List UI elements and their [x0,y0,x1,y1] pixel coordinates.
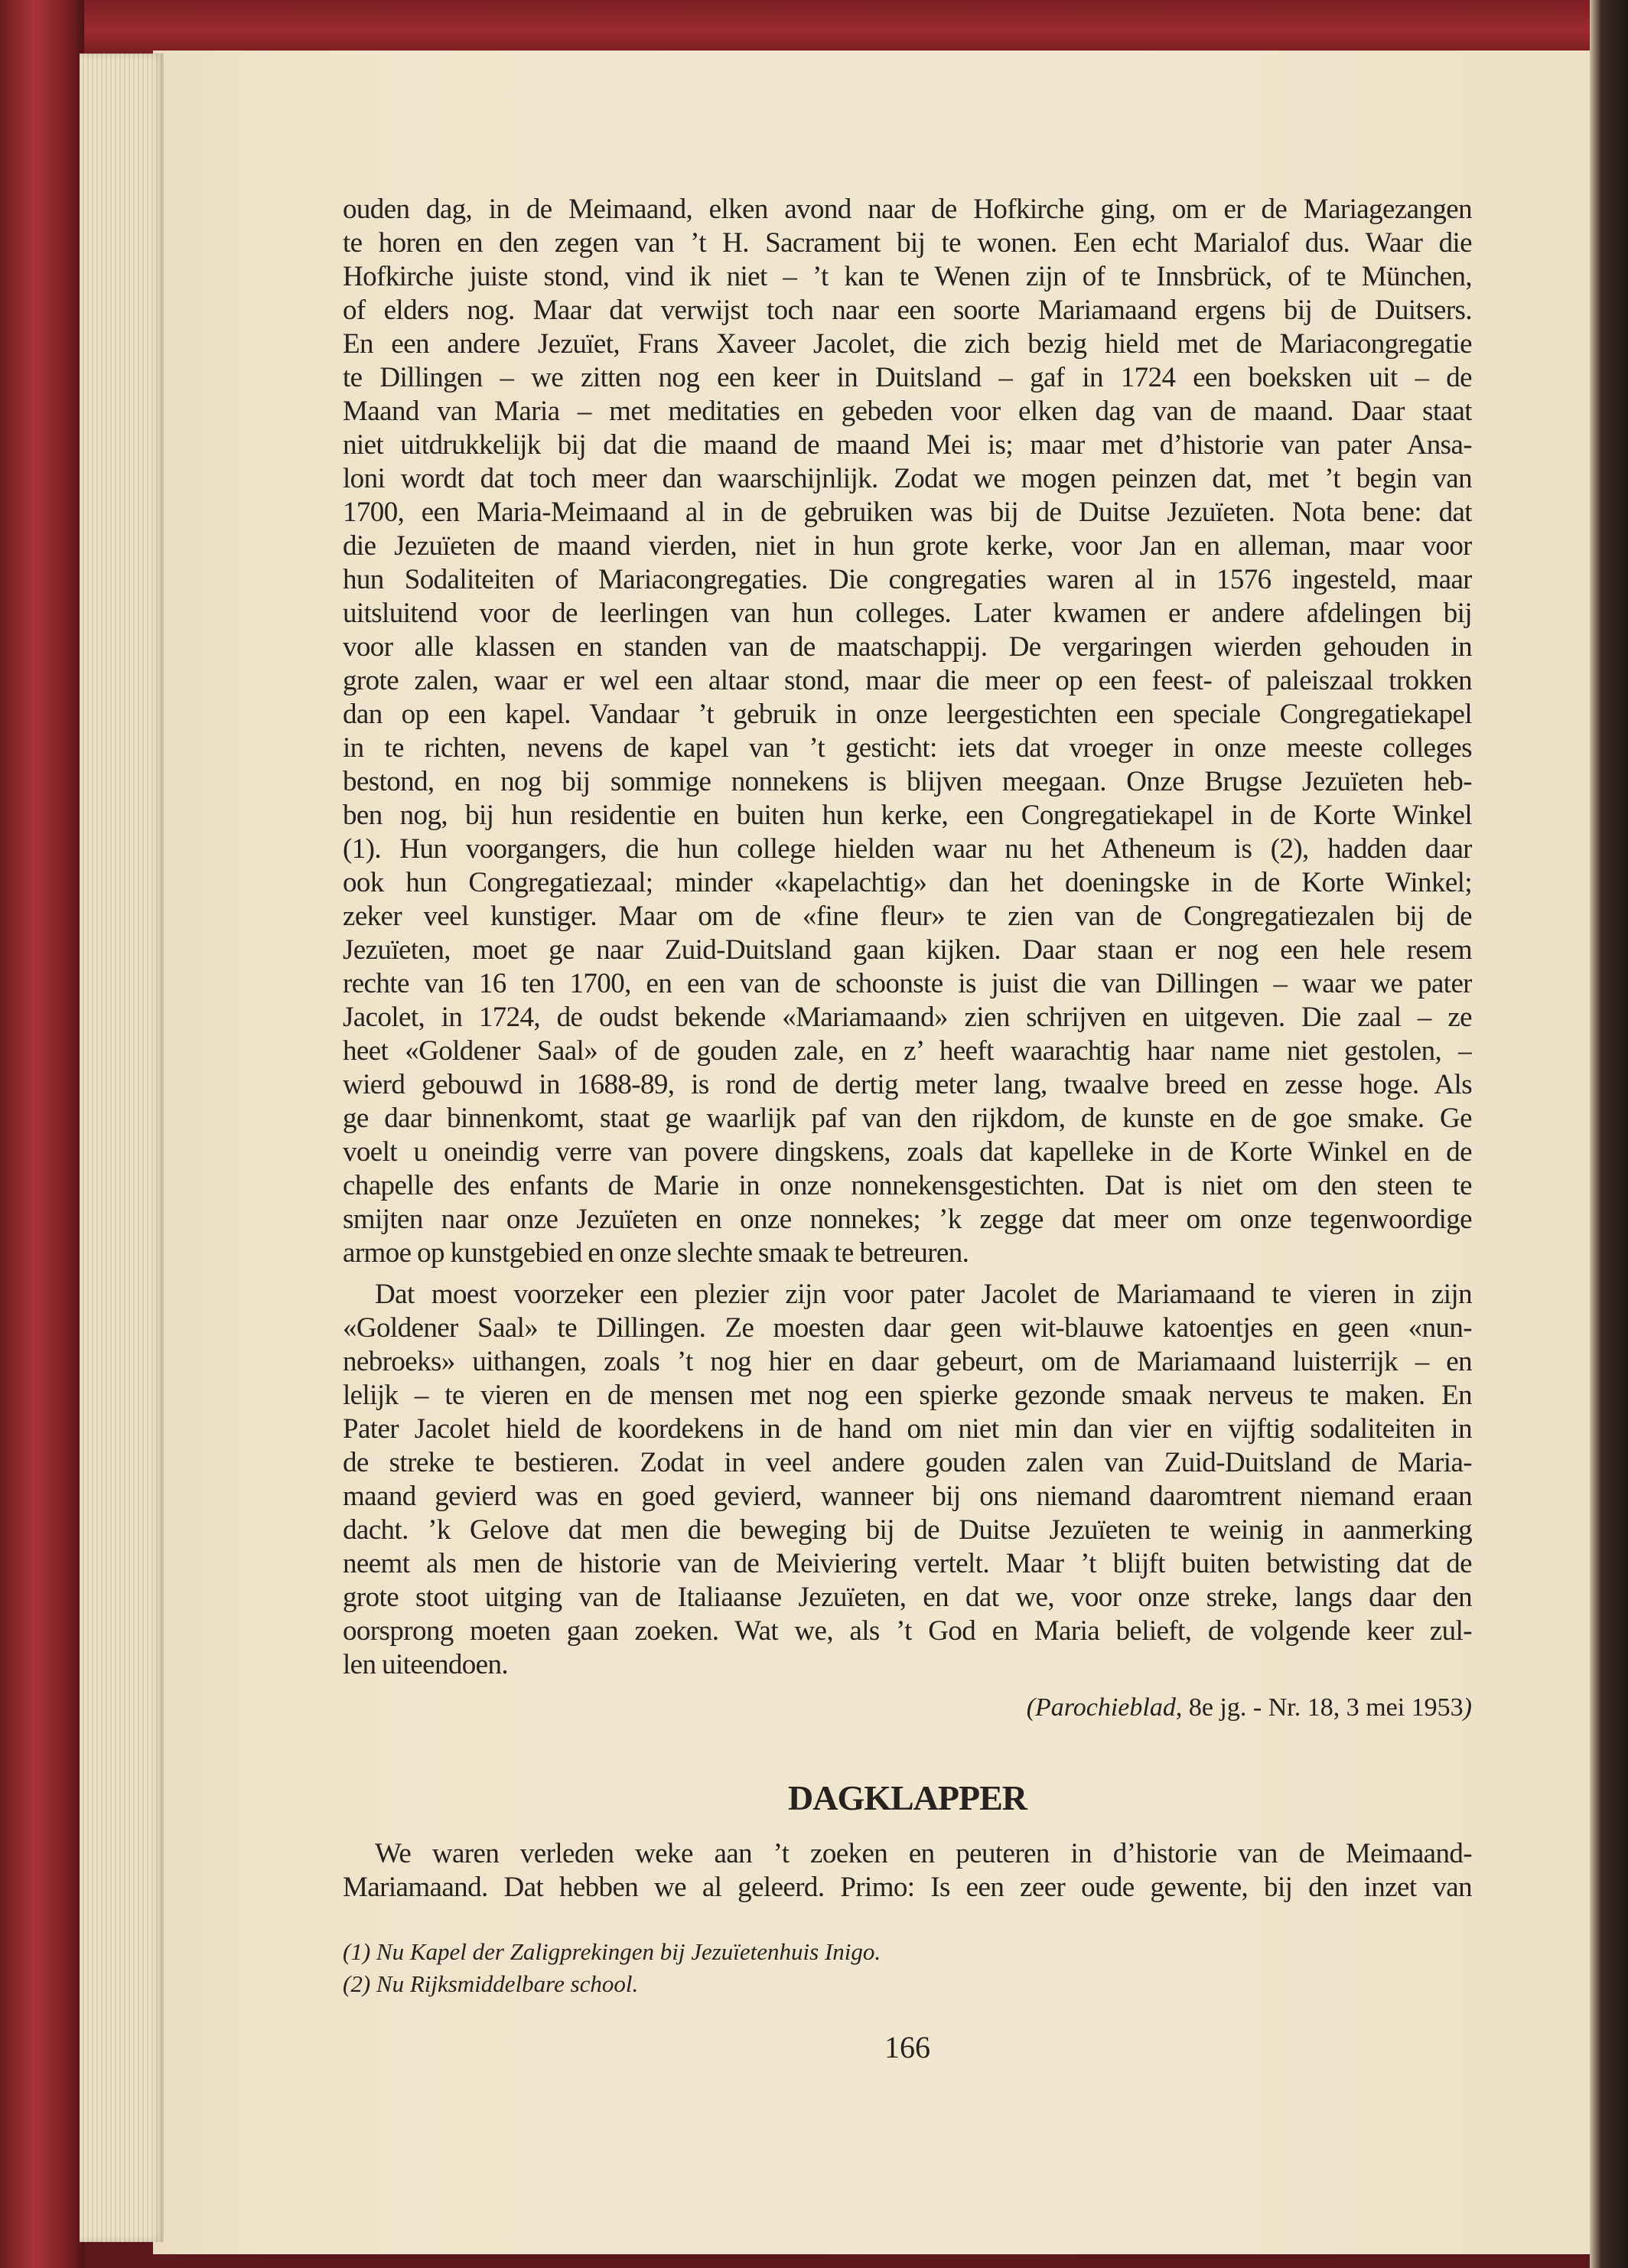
text-line: bestond, en nog bij sommige nonnekens is blijven meegaan. Onze Brugse Jezuïeten heb- [343,766,1472,797]
citation-source: Parochieblad [1035,1693,1176,1722]
text-line: oorsprong moeten gaan zoeken. Wat we, als ’t God en Maria belieft, de volgende keer zul- [343,1615,1472,1647]
text-line: En een andere Jezuïet, Frans Xaveer Jacolet, die zich bezig hield met de Mariacongregatie [343,328,1472,360]
text-line: niet uitdrukkelijk bij dat die maand de maand Mei is; maar met d’historie van pater Ansa- [343,429,1472,461]
text-line: ge daar binnenkomt, staat ge waarlijk paf van den rijkdom, de kunste en de goe smake. Ge [343,1103,1472,1134]
text-line: de streke te bestieren. Zodat in veel andere gouden zalen van Zuid-Duitsland de Maria- [343,1447,1472,1478]
text-line: Jacolet, in 1724, de oudst bekende «Mariamaand» zien schrijven en uitgeven. Die zaal – ze [343,1002,1472,1033]
text-line: Pater Jacolet hield de koordekens in de hand om niet min dan vier en vijftig sodaliteiten in [343,1413,1472,1445]
text-line: Hofkirche juiste stond, vind ik niet – ’t kan te Wenen zijn of te Innsbrück, of te München, [343,261,1472,292]
text-line: dan op een kapel. Vandaar ’t gebruik in onze leergestichten een speciale Congregatiekapel [343,699,1472,730]
citation-details: , 8e jg. - Nr. 18, 3 mei 1953 [1175,1693,1464,1722]
text-line: wierd gebouwd in 1688-89, is rond de dertig meter lang, twaalve breed en zesse hoge. Als [343,1069,1472,1100]
citation [343,1693,1472,1723]
text-line: smijten naar onze Jezuïeten en onze nonnekes; ’k zegge dat meer om onze tegenwoordige [343,1204,1472,1235]
text-line: maand gevierd was en goed gevierd, wanneer bij ons niemand daaromtrent niemand eraan [343,1481,1472,1512]
text-line: of elders nog. Maar dat verwijst toch naar een soorte Mariamaand ergens bij de Duitsers. [343,295,1472,326]
footnote-2: (2) Nu Rijksmiddelbare school. [343,1970,639,1997]
text-line: armoe op kunstgebied en onze slechte smaak te betreuren. [343,1237,969,1269]
paragraph-1 [343,193,1472,1270]
text-line: (1). Hun voorgangers, die hun college hielden waar nu het Atheneum is (2), hadden daar [343,833,1472,865]
text-line: in te richten, nevens de kapel van ’t gesticht: iets dat vroeger in onze meeste colleges [343,732,1472,764]
text-line: Mariamaand. Dat hebben we al geleerd. Primo: Is een zeer oude gewente, bij den inzet van [343,1872,1472,1903]
book-cover-right [1590,0,1628,2268]
paragraph-2 [343,1278,1472,1682]
text-line: die Jezuïeten de maand vierden, niet in hun grote kerke, voor Jan en alleman, maar voor [343,530,1472,562]
text-line: lelijk – te vieren en de mensen met nog een spierke gezonde smaak nerveus te maken. En [343,1380,1472,1411]
text-line: chapelle des enfants de Marie in onze nonnekensgestichten. Dat is niet om den steen te [343,1170,1472,1201]
text-line: zeker veel kunstiger. Maar om de «fine fleur» te zien van de Congregatiezalen bij de [343,901,1472,932]
text-line: ben nog, bij hun residentie en buiten hun kerke, een Congregatiekapel in de Korte Winkel [343,800,1472,831]
section-heading: DAGKLAPPER [788,1778,1027,1817]
text-line: Dat moest voorzeker een plezier zijn voor pater Jacolet de Mariamaand te vieren in zijn [375,1279,1472,1310]
text-line: dacht. ’k Gelove dat men die beweging bij de Duitse Jezuïeten te weinig in aanmerking [343,1514,1472,1546]
text-line: loni wordt dat toch meer dan waarschijnlijk. Zodat we mogen peinzen dat, met ’t begin van [343,463,1472,494]
citation-open: ( [1026,1693,1036,1722]
text-line: len uiteendoen. [343,1649,509,1680]
footnote-1: (1) Nu Kapel der Zaligprekingen bij Jezuïetenhuis Inigo. [343,1938,881,1965]
text-line: ook hun Congregatiezaal; minder «kapelachtig» dan het doeningske in de Korte Winkel; [343,867,1472,898]
text-line: neemt als men de historie van de Meiviering vertelt. Maar ’t blijft buiten betwisting dat de [343,1548,1472,1579]
text-line: Jezuïeten, moet ge naar Zuid-Duitsland gaan kijken. Daar staan er nog een hele resem [343,934,1472,966]
text-line: ouden dag, in de Meimaand, elken avond naar de Hofkirche ging, om er de Mariagezangen [343,194,1472,225]
text-line: voor alle klassen en standen van de maatschappij. De vergaringen wierden gehouden in [343,631,1472,663]
text-line: nebroeks» uithangen, zoals ’t nog hier en daar gebeurt, om de Mariamaand luisterrijk – en [343,1346,1472,1377]
paragraph-3 [343,1837,1472,1905]
text-line: grote zalen, waar er wel een altaar stond, maar die meer op een feest- of paleiszaal trokken [343,665,1472,696]
text-line: rechte van 16 ten 1700, en een van de schoonste is juist die van Dillingen – waar we pater [343,968,1472,999]
text-line: We waren verleden weke aan ’t zoeken en peuteren in d’historie van de Meimaand- [375,1838,1472,1869]
page-number: 166 [884,2030,930,2064]
text-line: heet «Goldener Saal» of de gouden zale, en z’ heeft waarachtig haar name niet gestolen, – [343,1035,1472,1067]
footnotes [343,1936,881,2000]
text-line: 1700, een Maria-Meimaand al in de gebruiken was bij de Duitse Jezuïeten. Nota bene: dat [343,497,1472,528]
book-cover-left [0,0,84,2268]
text-line: te horen en den zegen van ’t H. Sacrament bij te wonen. Een echt Marialof dus. Waar die [343,227,1472,259]
text-line: hun Sodaliteiten of Mariacongregaties. Die congregaties waren al in 1576 ingesteld, maar [343,564,1472,595]
text-line: voelt u oneindig verre van povere dingskens, zoals dat kapelleke in de Korte Winkel en de [343,1136,1472,1168]
text-line: Maand van Maria – met meditaties en gebeden voor elken dag van de maand. Daar staat [343,396,1472,427]
citation-close: ) [1463,1693,1472,1722]
text-line: te Dillingen – we zitten nog een keer in Duitsland – gaf in 1724 een boeksken uit – de [343,362,1472,393]
page-edges [80,54,164,2242]
text-line: «Goldener Saal» te Dillingen. Ze moesten daar geen wit-blauwe katoentjes en geen «nun- [343,1312,1472,1344]
text-line: grote stoot uitging van de Italiaanse Jezuïeten, en dat we, voor onze streke, langs daar den [343,1582,1472,1613]
text-line: uitsluitend voor de leerlingen van hun colleges. Later kwamen er andere afdelingen bij [343,598,1472,629]
